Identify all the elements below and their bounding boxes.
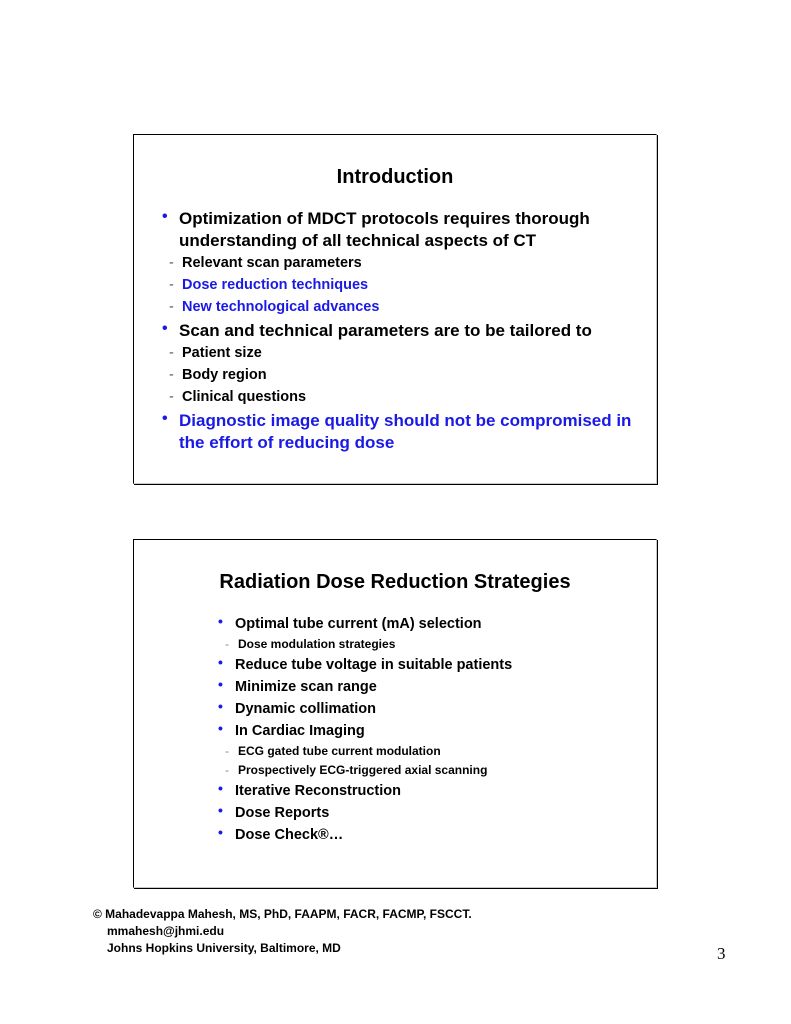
sub-item: - Prospectively ECG-triggered axial scanning bbox=[218, 761, 638, 780]
bullet-icon: • bbox=[218, 780, 223, 796]
slide-introduction bbox=[133, 134, 657, 484]
bullet-icon: • bbox=[162, 208, 168, 225]
bullet-icon: • bbox=[218, 654, 223, 670]
bullet-icon: • bbox=[218, 613, 223, 629]
sub-item: - Relevant scan parameters bbox=[162, 252, 642, 274]
list-item: • Minimize scan range bbox=[218, 676, 377, 695]
dash-icon: - bbox=[169, 345, 174, 361]
slide-title: Introduction bbox=[336, 166, 454, 188]
dash-icon: - bbox=[169, 277, 174, 293]
list-item: • Optimal tube current (mA) selection bbox=[218, 613, 482, 632]
list-item: • Dose Reports bbox=[218, 802, 330, 821]
sub-item: - Patient size bbox=[162, 342, 642, 364]
bullet-list bbox=[218, 613, 638, 846]
copyright-footer bbox=[93, 906, 653, 957]
bullet-icon: • bbox=[218, 698, 223, 714]
sub-item: - Body region bbox=[162, 364, 642, 386]
slide-dose-reduction bbox=[133, 539, 657, 888]
list-item: • Scan and technical parameters are to be tailored to bbox=[162, 320, 592, 340]
bullet-icon: • bbox=[218, 824, 223, 840]
sub-item: - Dose modulation strategies bbox=[218, 635, 638, 654]
copyright-line: © Mahadevappa Mahesh, MS, PhD, FAAPM, FACR, FACMP, FSCCT. bbox=[93, 907, 472, 921]
dash-icon: - bbox=[169, 389, 174, 405]
sub-item: - New technological advances bbox=[162, 296, 642, 318]
bullet-icon: • bbox=[218, 720, 223, 736]
bullet-icon: • bbox=[162, 410, 168, 427]
list-item: • Optimization of MDCT protocols requires thorough understanding of all technical aspects of CT bbox=[162, 208, 590, 250]
dash-icon: - bbox=[169, 367, 174, 383]
dash-icon: - bbox=[225, 744, 229, 758]
sub-item: - Clinical questions bbox=[162, 386, 642, 408]
list-item: • In Cardiac Imaging bbox=[218, 720, 365, 739]
registered-suffix: ®… bbox=[318, 827, 344, 843]
bullet-icon: • bbox=[162, 320, 168, 337]
affiliation-line: Johns Hopkins University, Baltimore, MD bbox=[107, 941, 341, 955]
list-item: • Dose Check®… bbox=[218, 824, 344, 843]
list-item: • Iterative Reconstruction bbox=[218, 780, 401, 799]
sub-item: - ECG gated tube current modulation bbox=[218, 742, 638, 761]
bullet-icon: • bbox=[218, 802, 223, 818]
slide-title: Radiation Dose Reduction Strategies bbox=[219, 571, 571, 593]
list-item: • Dynamic collimation bbox=[218, 698, 377, 717]
sub-item: - Dose reduction techniques bbox=[162, 274, 642, 296]
dash-icon: - bbox=[169, 255, 174, 271]
list-item: • Diagnostic image quality should not be compromised in the effort of reducing dose bbox=[162, 410, 632, 452]
dash-icon: - bbox=[225, 763, 229, 777]
bullet-icon: • bbox=[218, 676, 223, 692]
page-number: 3 bbox=[717, 944, 726, 963]
bullet-list bbox=[162, 206, 642, 454]
email-line: mmahesh@jhmi.edu bbox=[107, 924, 225, 938]
dash-icon: - bbox=[225, 637, 229, 651]
dash-icon: - bbox=[169, 299, 174, 315]
list-item: • Reduce tube voltage in suitable patients bbox=[218, 654, 513, 673]
